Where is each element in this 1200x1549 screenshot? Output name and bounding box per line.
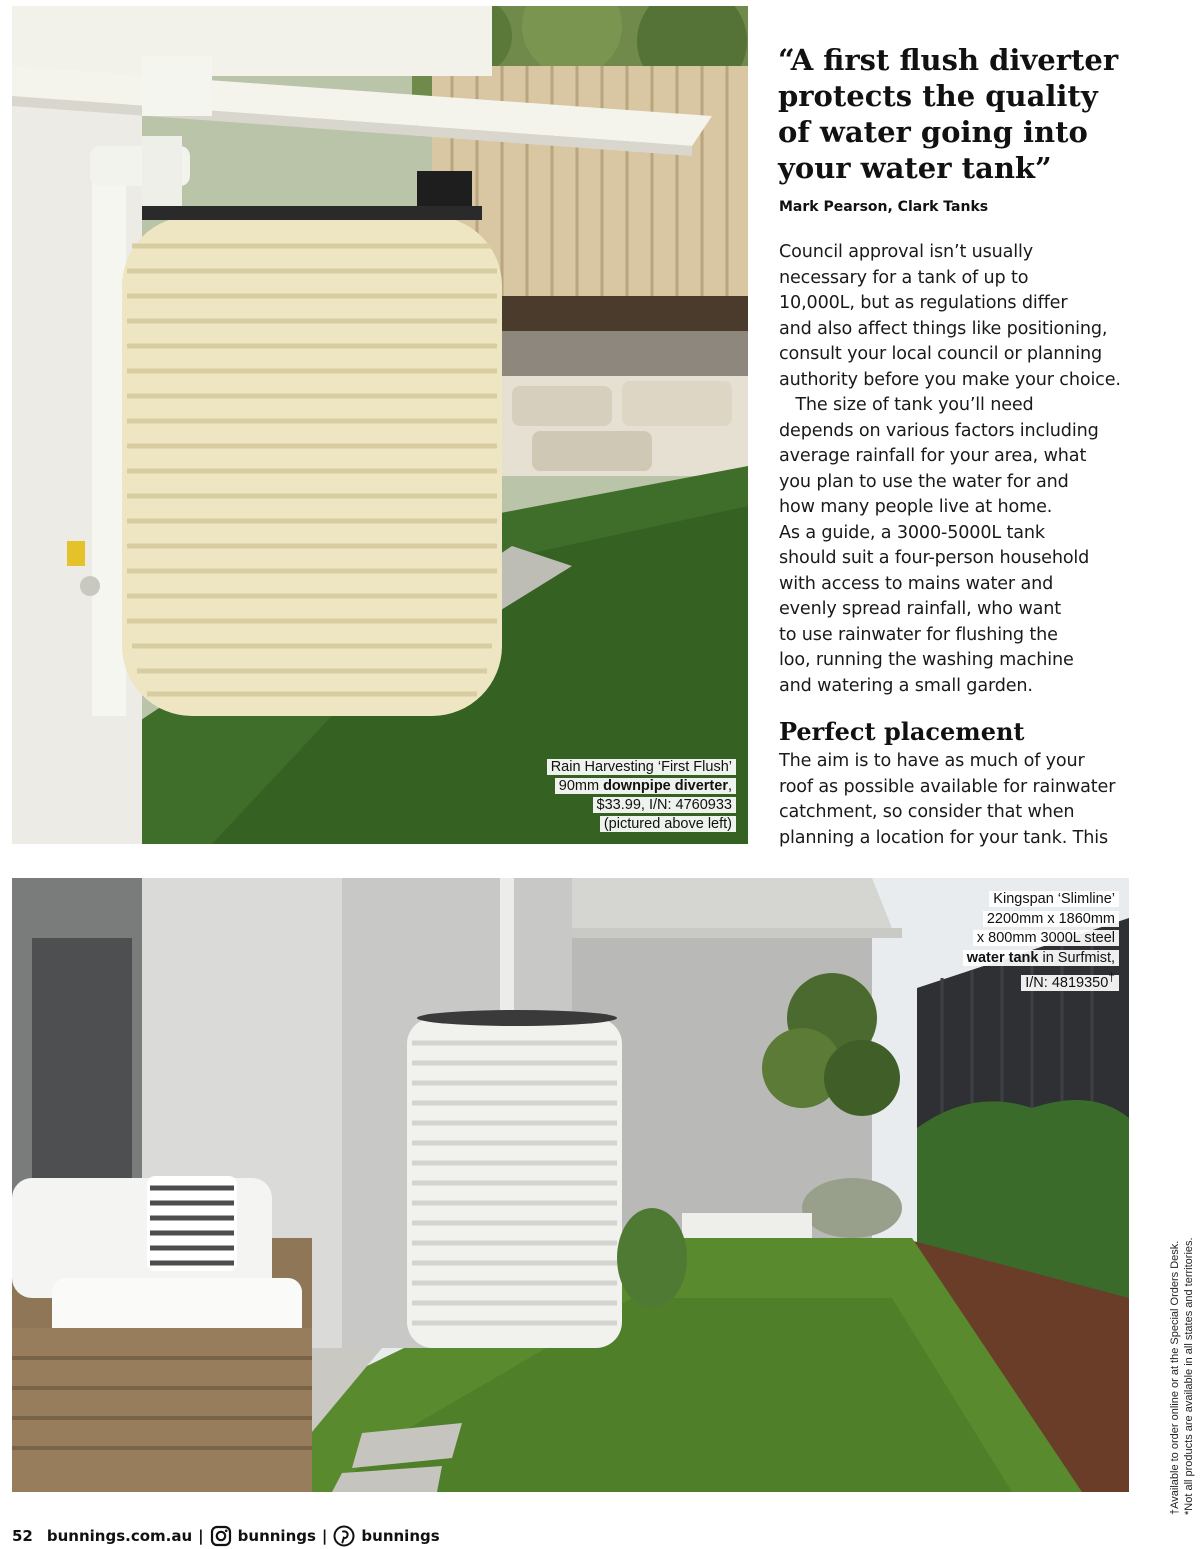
caption-bottom-line-4 [963, 950, 1119, 966]
body-line: should suit a four-person household [779, 548, 1090, 568]
side-disclaimer-line-2: *Not all products are available in all states and territories. [1183, 1237, 1195, 1515]
caption-bottom-line-4-suffix: in Surfmist, [1038, 949, 1115, 966]
body-line: authority before you make your choice. [779, 369, 1121, 390]
pinterest-handle[interactable]: bunnings [361, 1527, 440, 1545]
body-line: and watering a small garden. [779, 675, 1033, 696]
body-line: average rainfall for your area, what [779, 446, 1087, 466]
caption-top-line-2-suffix: , [727, 778, 732, 794]
body-line: The aim is to have as much of your [779, 751, 1085, 771]
caption-bottom-line-1: Kingspan ‘Slimline’ [989, 891, 1119, 907]
caption-bottom-product-name: water tank [966, 949, 1039, 966]
section-heading-perfect-placement: Perfect placement [779, 717, 1025, 746]
photo-slimline-tank [12, 878, 1129, 1492]
caption-bottom-line-2: 2200mm x 1860mm [983, 911, 1119, 927]
body-paragraph-2 [779, 749, 1159, 851]
caption-bottom-item-number: I/N: 4819350 [1025, 974, 1109, 991]
body-line: how many people live at home. [779, 497, 1053, 517]
footer-separator: | [321, 1527, 328, 1545]
caption-top-line-2 [555, 778, 736, 794]
body-line: As a guide, a 3000-5000L tank [779, 522, 1045, 543]
body-line: planning a location for your tank. This [779, 827, 1108, 848]
photo-illustration-bottom [12, 878, 1129, 1492]
caption-slimline-tank [963, 890, 1119, 993]
body-line: with access to mains water and [779, 573, 1054, 594]
caption-top-product-name: downpipe diverter [603, 778, 728, 794]
body-line: depends on various factors including [779, 420, 1099, 441]
body-line: 10,000L, but as regulations differ [779, 293, 1068, 313]
website-link[interactable]: bunnings.com.au [46, 1527, 193, 1545]
quote-line: “A first flush diverter [778, 43, 1119, 77]
quote-line: protects the quality [778, 79, 1098, 113]
body-line: catchment, so consider that when [779, 802, 1075, 822]
body-line: Council approval isn’t usually [779, 242, 1034, 262]
body-line: The size of tank you’ll need [779, 395, 1034, 415]
photo-illustration-top [12, 6, 748, 844]
body-paragraph-1 [779, 240, 1159, 699]
pinterest-icon[interactable] [333, 1525, 355, 1547]
side-disclaimer [1168, 1195, 1196, 1515]
page-number: 52 [12, 1527, 33, 1545]
caption-top-line-1: Rain Harvesting ‘First Flush’ [547, 759, 736, 775]
caption-bottom-line-5 [1021, 970, 1119, 991]
body-line: you plan to use the water for and [779, 471, 1069, 492]
instagram-icon[interactable] [210, 1525, 232, 1547]
body-line: consult your local council or planning [779, 344, 1103, 364]
quote-line: your water tank” [778, 151, 1052, 185]
side-disclaimer-line-1: †Available to order online or at the Special Orders Desk. [1169, 1240, 1181, 1515]
body-line: loo, running the washing machine [779, 650, 1074, 670]
caption-bottom-line-3: x 800mm 3000L steel [973, 930, 1119, 946]
body-line: to use rainwater for flushing the [779, 624, 1058, 645]
caption-bottom-dagger: † [1108, 970, 1115, 984]
body-line: necessary for a tank of up to [779, 267, 1029, 288]
photo-tank-first-flush [12, 6, 748, 844]
body-line: and also affect things like positioning, [779, 318, 1108, 339]
caption-top-note: (pictured above left) [600, 816, 736, 832]
page-footer [12, 1521, 440, 1549]
quote-line: of water going into [778, 115, 1088, 149]
body-line: roof as possible available for rainwater [779, 776, 1116, 797]
caption-top-price: $33.99, I/N: 4760933 [593, 797, 736, 813]
footer-separator: | [198, 1527, 204, 1545]
caption-top-line-2-prefix: 90mm [558, 778, 604, 794]
pull-quote [778, 42, 1178, 186]
instagram-handle[interactable]: bunnings [237, 1527, 316, 1545]
body-line: evenly spread rainfall, who want [779, 599, 1061, 619]
quote-author: Mark Pearson, Clark Tanks [779, 199, 989, 215]
caption-first-flush-diverter [547, 758, 736, 834]
